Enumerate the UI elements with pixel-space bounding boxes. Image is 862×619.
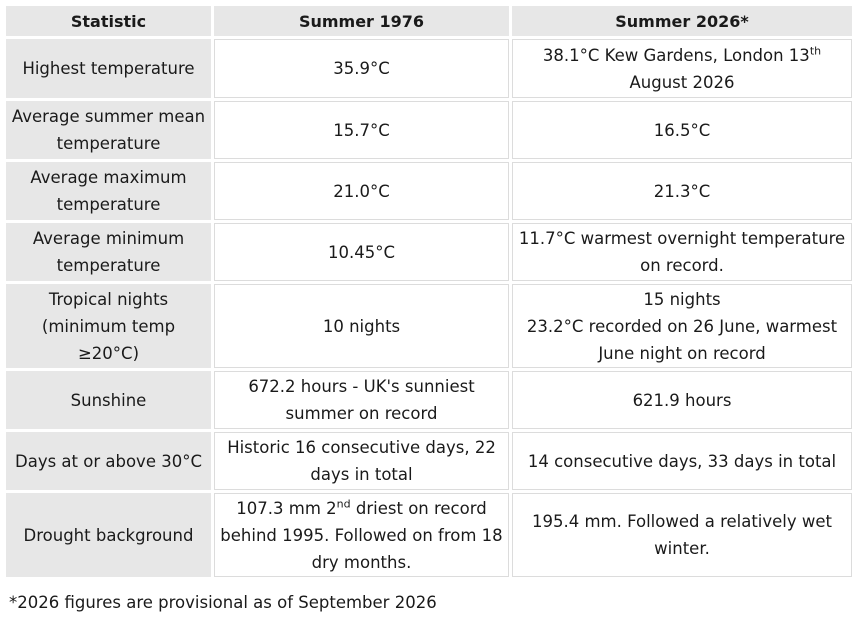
label-line: Sunshine	[70, 390, 147, 410]
value-line	[219, 495, 504, 522]
ordinal-suffix: nd	[336, 497, 351, 510]
label-line: Days at or above 30°C	[15, 451, 202, 471]
row-label	[6, 432, 211, 490]
label-line: temperature	[56, 195, 161, 214]
value-2026	[512, 101, 852, 159]
value-line	[517, 42, 847, 69]
value-1976	[214, 223, 509, 281]
header-summer-2026: Summer 2026*	[512, 6, 852, 36]
value-line: 16.5°C	[653, 120, 711, 140]
label-line: (minimum temp ≥20°C)	[41, 316, 176, 363]
value-line: June night on record	[598, 343, 766, 363]
row-label	[6, 39, 211, 98]
value-line: 14 consecutive days, 33 days in total	[527, 451, 837, 471]
statistics-table	[3, 3, 855, 580]
row-label	[6, 371, 211, 429]
value-line: 621.9 hours	[632, 390, 732, 410]
row-drought-background	[6, 493, 852, 577]
row-average-summer-mean-temperature	[6, 101, 852, 159]
label-line: Drought background	[23, 525, 194, 545]
value-text: driest on record	[350, 498, 487, 518]
value-line: 10 nights	[322, 316, 401, 336]
ordinal-suffix: th	[809, 44, 822, 57]
value-line: days in total	[310, 465, 413, 484]
row-label	[6, 223, 211, 281]
row-tropical-nights	[6, 284, 852, 368]
value-1976	[214, 493, 509, 577]
value-2026	[512, 223, 852, 281]
row-average-minimum-temperature	[6, 223, 852, 281]
value-2026	[512, 39, 852, 98]
value-line: behind 1995. Followed on from 18	[220, 525, 503, 545]
row-label	[6, 493, 211, 577]
value-line: 23.2°C recorded on 26 June, warmest	[526, 316, 838, 336]
value-line: August 2026	[629, 72, 735, 92]
label-line: Average minimum	[32, 229, 185, 248]
value-line: 35.9°C	[333, 59, 390, 78]
value-1976	[214, 101, 509, 159]
row-label	[6, 284, 211, 368]
row-sunshine	[6, 371, 852, 429]
value-2026	[512, 493, 852, 577]
value-line: 15 nights	[643, 289, 721, 309]
value-1976	[214, 39, 509, 98]
row-highest-temperature	[6, 39, 852, 98]
value-1976	[214, 371, 509, 429]
value-2026	[512, 284, 852, 368]
value-line: 21.0°C	[333, 181, 390, 201]
label-line: temperature	[56, 256, 161, 275]
value-line: on record.	[640, 256, 724, 275]
value-2026	[512, 162, 852, 220]
label-line: Tropical nights	[48, 289, 169, 309]
value-2026	[512, 371, 852, 429]
value-line: winter.	[654, 539, 710, 558]
header-statistic: Statistic	[6, 6, 211, 36]
value-line: 11.7°C warmest overnight temperature	[518, 229, 846, 248]
label-line: Average maximum	[30, 168, 187, 187]
value-line: 195.4 mm. Followed a relatively wet	[531, 512, 833, 531]
value-line: dry months.	[311, 552, 412, 572]
label-line: Highest temperature	[22, 59, 195, 78]
value-1976	[214, 284, 509, 368]
footnote: *2026 figures are provisional as of September 2026	[9, 593, 437, 612]
value-text: 38.1°C Kew Gardens, London 13	[542, 45, 810, 65]
value-2026	[512, 432, 852, 490]
value-line: 21.3°C	[653, 181, 711, 201]
value-line: 10.45°C	[327, 242, 395, 262]
header-row	[6, 6, 852, 36]
row-days-at-or-above-30c	[6, 432, 852, 490]
row-label	[6, 162, 211, 220]
value-line: 15.7°C	[333, 120, 390, 140]
value-text: 107.3 mm 2	[236, 498, 337, 518]
value-1976	[214, 432, 509, 490]
label-line: temperature	[56, 134, 161, 153]
label-line: Average summer mean	[11, 107, 206, 126]
row-average-maximum-temperature	[6, 162, 852, 220]
value-line: 672.2 hours - UK's sunniest	[248, 377, 475, 396]
row-label	[6, 101, 211, 159]
value-line: summer on record	[285, 404, 438, 423]
value-1976	[214, 162, 509, 220]
value-line: Historic 16 consecutive days, 22	[227, 438, 496, 457]
header-summer-1976: Summer 1976	[214, 6, 509, 36]
